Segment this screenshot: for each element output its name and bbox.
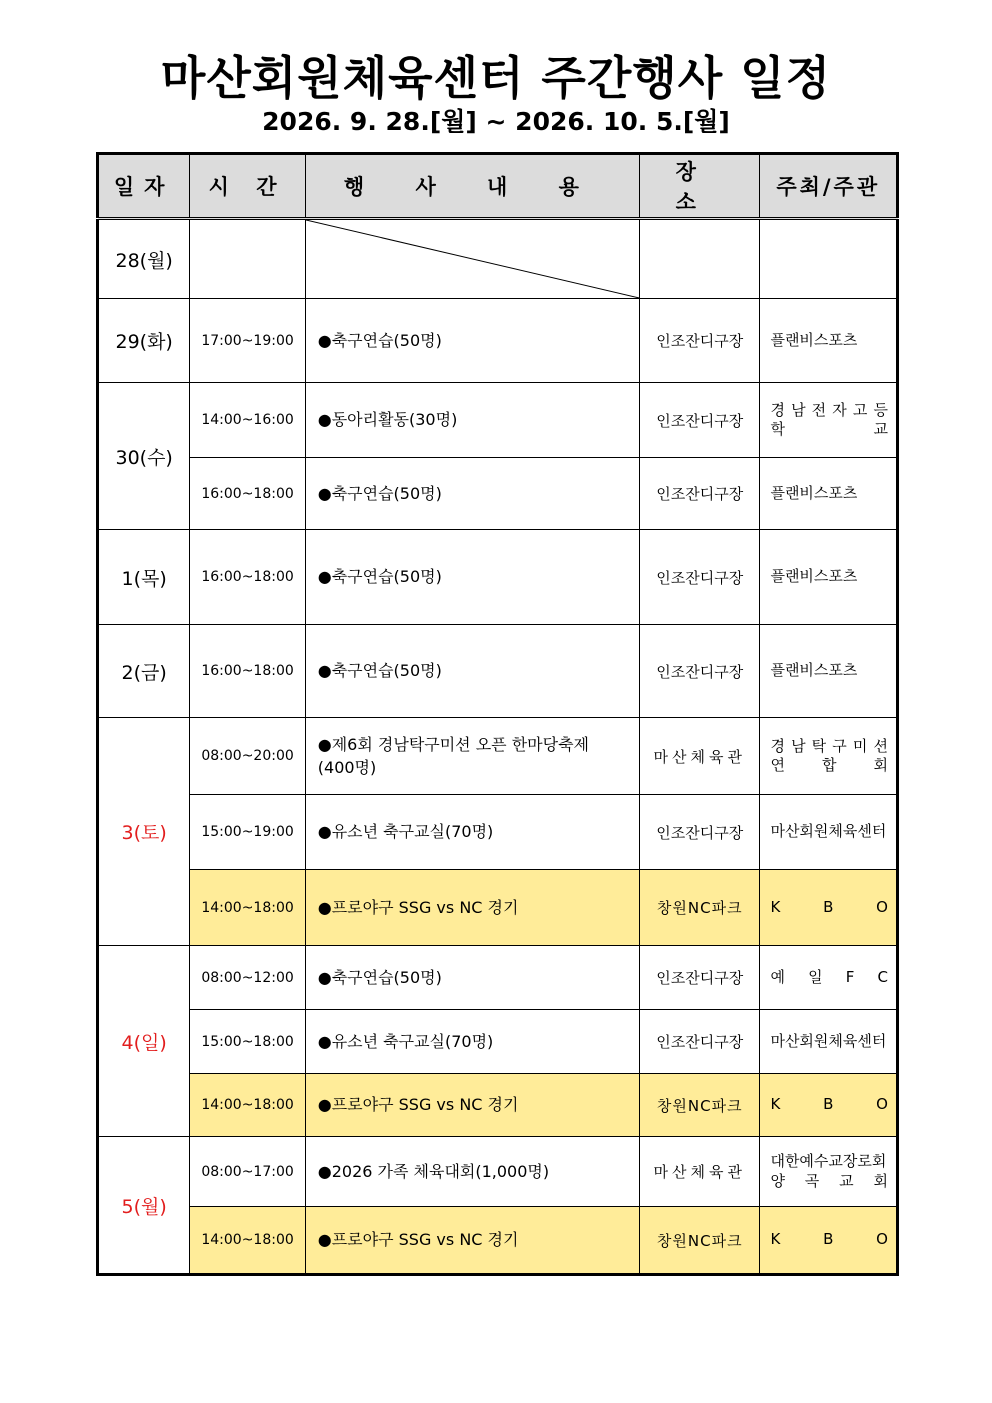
table-row [98,458,898,530]
time-cell: 14:00~18:00 [190,1207,305,1275]
organizer-cell: 마산회원체육센터 [760,1010,898,1074]
event-cell: ●2026 가족 체육대회(1,000명) [305,1137,639,1207]
event-cell: ●축구연습(50명) [305,299,639,383]
table-row [98,718,898,795]
time-cell: 14:00~18:00 [190,870,305,946]
venue-cell: 창원NC파크 [640,870,760,946]
schedule-table [96,152,899,1276]
organizer-cell: K B O [760,870,898,946]
event-cell: ●동아리활동(30명) [305,383,639,458]
table-row [98,383,898,458]
date-cell: 29(화) [98,299,190,383]
header-row [98,154,898,219]
venue-cell: 인조잔디구장 [640,383,760,458]
venue-cell: 인조잔디구장 [640,1010,760,1074]
event-cell: ●제6회 경남탁구미션 오픈 한마당축제 (400명) [305,718,639,795]
time-cell: 16:00~18:00 [190,625,305,718]
venue-cell: 인조잔디구장 [640,530,760,625]
time-cell: 17:00~19:00 [190,299,305,383]
date-cell: 2(금) [98,625,190,718]
time-cell: 14:00~16:00 [190,383,305,458]
event-cell: ●유소년 축구교실(70명) [305,795,639,870]
venue-cell: 인조잔디구장 [640,458,760,530]
venue-cell: 창원NC파크 [640,1074,760,1137]
venue-cell: 인조잔디구장 [640,946,760,1010]
header-date: 일자 [98,154,190,219]
event-cell: ●축구연습(50명) [305,458,639,530]
organizer-cell: 마산회원체육센터 [760,795,898,870]
header-time: 시 간 [190,154,305,219]
table-row [98,1137,898,1207]
table-row [98,1074,898,1137]
empty-time-cell [190,219,305,299]
empty-venue-cell [640,219,760,299]
schedule-table-wrapper [96,152,899,1276]
venue-cell: 창원NC파크 [640,1207,760,1275]
event-cell: ●유소년 축구교실(70명) [305,1010,639,1074]
venue-cell: 마산체육관 [640,1137,760,1207]
organizer-cell: 경 남 탁 구 미 션 연 합 회 [760,718,898,795]
header-event: 행 사 내 용 [305,154,639,219]
organizer-cell: 대한예수교장로회 양 곡 교 회 [760,1137,898,1207]
time-cell: 15:00~19:00 [190,795,305,870]
header-organizer: 주최/주관 [760,154,898,219]
time-cell: 08:00~17:00 [190,1137,305,1207]
table-row [98,1010,898,1074]
organizer-cell: 플랜비스포츠 [760,299,898,383]
event-cell: ●프로야구 SSG vs NC 경기 [305,1207,639,1275]
date-cell: 3(토) [98,718,190,946]
organizer-cell: 경 남 전 자 고 등 학 교 [760,383,898,458]
date-cell: 1(목) [98,530,190,625]
time-cell: 08:00~12:00 [190,946,305,1010]
event-cell: ●프로야구 SSG vs NC 경기 [305,870,639,946]
table-row [98,946,898,1010]
organizer-cell: K B O [760,1207,898,1275]
date-cell: 28(월) [98,219,190,299]
table-row [98,625,898,718]
organizer-cell: 플랜비스포츠 [760,625,898,718]
table-row [98,1207,898,1275]
diagonal-line [306,220,639,298]
event-cell: ●축구연습(50명) [305,946,639,1010]
empty-event-cell [305,219,639,299]
empty-organizer-cell [760,219,898,299]
table-row [98,870,898,946]
date-cell: 30(수) [98,383,190,530]
time-cell: 14:00~18:00 [190,1074,305,1137]
venue-cell: 인조잔디구장 [640,625,760,718]
venue-cell: 인조잔디구장 [640,299,760,383]
date-cell: 4(일) [98,946,190,1137]
table-row [98,795,898,870]
organizer-cell: 예 일 F C [760,946,898,1010]
table-row [98,530,898,625]
table-row [98,219,898,299]
organizer-cell: K B O [760,1074,898,1137]
event-cell: ●프로야구 SSG vs NC 경기 [305,1074,639,1137]
page-title: 마산회원체육센터 주간행사 일정 [160,51,832,105]
time-cell: 15:00~18:00 [190,1010,305,1074]
organizer-cell: 플랜비스포츠 [760,530,898,625]
time-cell: 16:00~18:00 [190,530,305,625]
venue-cell: 마산체육관 [640,718,760,795]
venue-cell: 인조잔디구장 [640,795,760,870]
event-cell: ●축구연습(50명) [305,530,639,625]
time-cell: 08:00~20:00 [190,718,305,795]
event-cell: ●축구연습(50명) [305,625,639,718]
organizer-cell: 플랜비스포츠 [760,458,898,530]
date-range: 2026. 9. 28.[월] ~ 2026. 10. 5.[월] [262,107,730,136]
time-cell: 16:00~18:00 [190,458,305,530]
date-cell: 5(월) [98,1137,190,1275]
table-row [98,299,898,383]
header-venue: 장 소 [640,154,760,219]
